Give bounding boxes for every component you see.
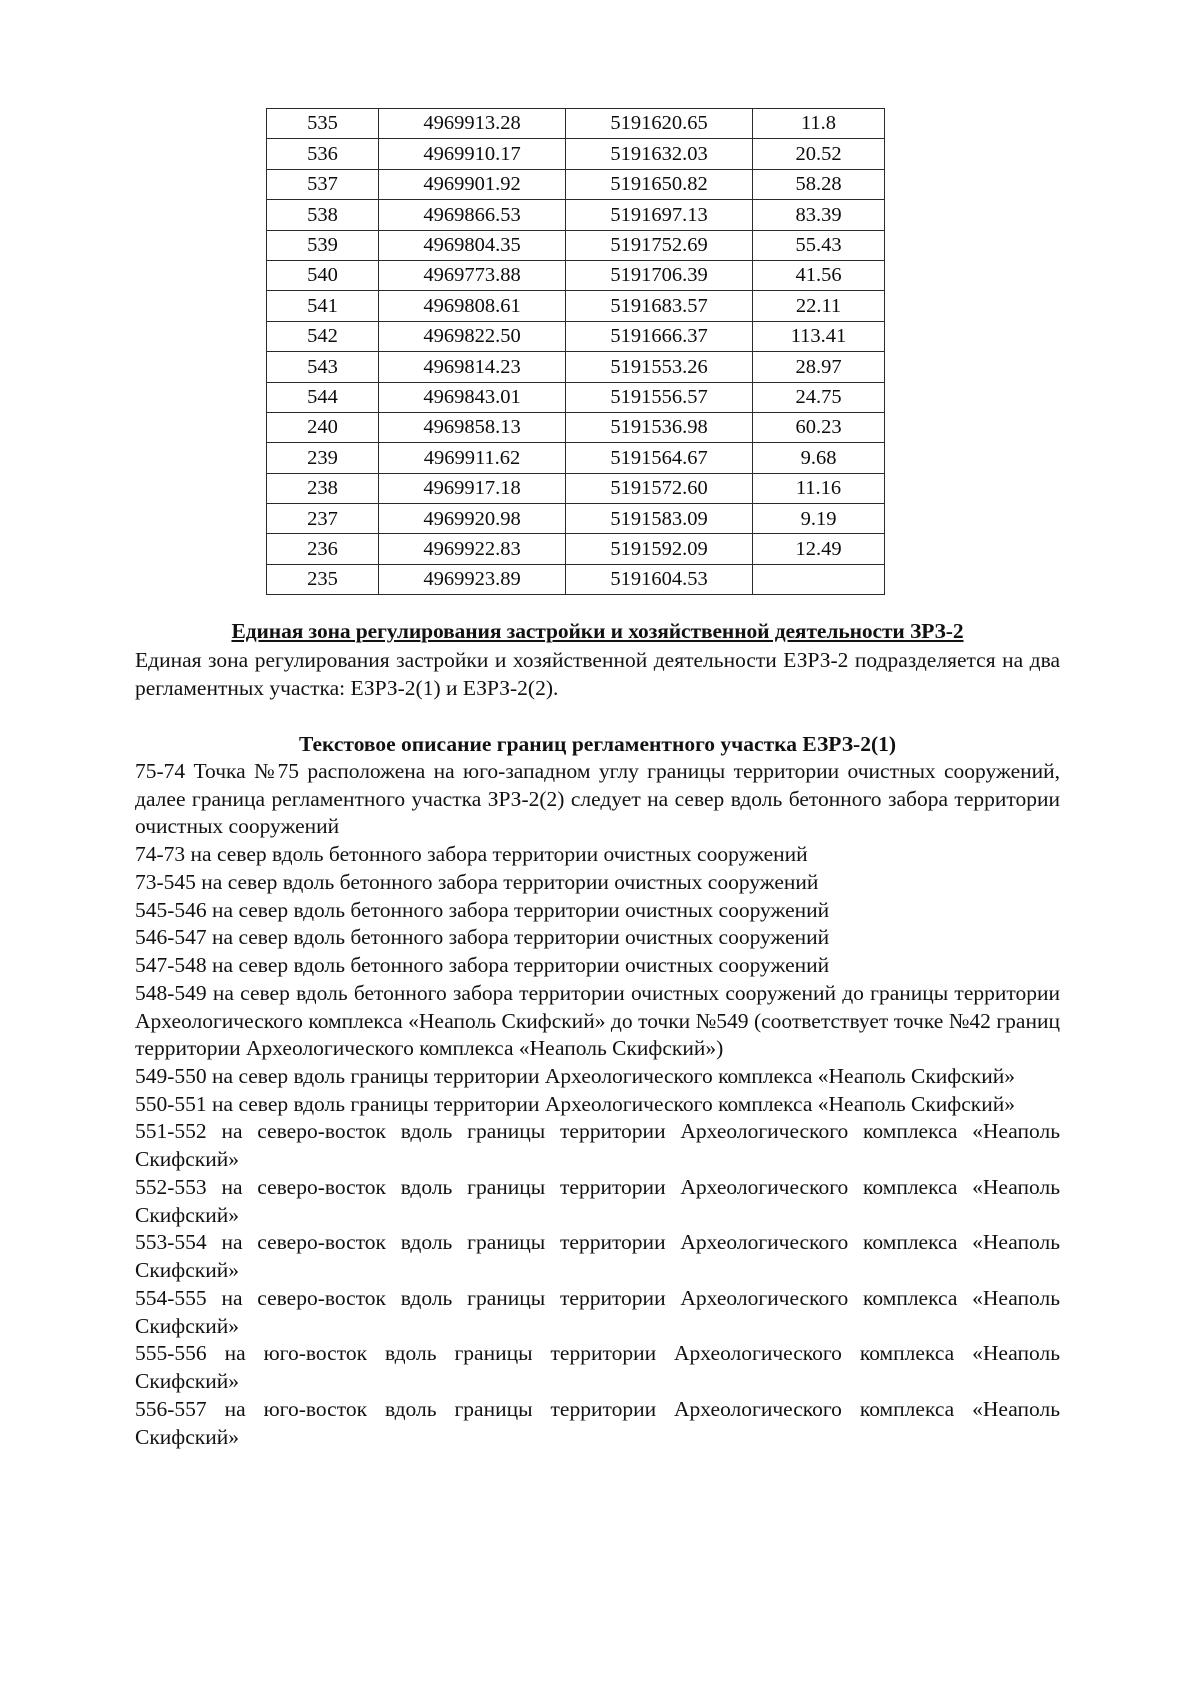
coordinate-table-container [266,108,884,595]
point-number-cell: 543 [267,352,379,382]
boundary-entry: 75-74 Точка №75 расположена на юго-западном углу границы территории очистных сооружений, далее граница регламентного участка ЗРЗ-2(2) следует на север вдоль бетонного забора территории очистных сооружений [135,758,1060,839]
coordinate-x-cell: 4969911.62 [379,443,566,473]
coordinate-x-cell: 4969922.83 [379,534,566,564]
point-number-cell: 238 [267,473,379,503]
coordinate-x-cell: 4969773.88 [379,260,566,290]
length-cell: 83.39 [753,200,885,230]
coordinate-y-cell: 5191564.67 [566,443,753,473]
coordinate-y-cell: 5191620.65 [566,109,753,139]
coordinate-x-cell: 4969843.01 [379,382,566,412]
coordinate-x-cell: 4969913.28 [379,109,566,139]
heading-zone-title: Единая зона регулирования застройки и хозяйственной деятельности ЗРЗ-2 [231,619,964,643]
boundary-entry: 549-550 на север вдоль границы территории Археологического комплекса «Неаполь Скифский» [135,1063,1015,1088]
point-number-cell: 539 [267,230,379,260]
point-number-cell: 240 [267,412,379,442]
point-number-cell: 537 [267,169,379,199]
spacer [135,703,1060,731]
coordinate-y-cell: 5191556.57 [566,382,753,412]
length-cell: 58.28 [753,169,885,199]
length-cell [753,564,885,594]
coordinate-x-cell: 4969814.23 [379,352,566,382]
boundary-entry: 548-549 на север вдоль бетонного забора территории очистных сооружений до границы территории Археологического комплекса «Неаполь Скифский» до точки №549 (соответствует точке №42 границ территории Археологического комплекса «Неаполь Скифский») [135,980,1060,1061]
boundary-entry: 552-553 на северо-восток вдоль границы территории Археологического комплекса «Неаполь Скифский» [135,1174,1060,1227]
table-row [267,564,885,594]
document-body [135,618,1060,1451]
table-row [267,230,885,260]
coordinate-y-cell: 5191683.57 [566,291,753,321]
boundary-entry: 553-554 на северо-восток вдоль границы территории Археологического комплекса «Неаполь Скифский» [135,1230,1060,1283]
coordinate-y-cell: 5191583.09 [566,504,753,534]
point-number-cell: 538 [267,200,379,230]
length-cell: 11.8 [753,109,885,139]
coordinate-x-cell: 4969822.50 [379,321,566,351]
length-cell: 9.68 [753,443,885,473]
table-row [267,321,885,351]
boundary-entry: 551-552 на северо-восток вдоль границы территории Археологического комплекса «Неаполь Скифский» [135,1119,1060,1172]
table-row [267,139,885,169]
table-row [267,260,885,290]
coordinate-y-cell: 5191572.60 [566,473,753,503]
table-row [267,352,885,382]
point-number-cell: 535 [267,109,379,139]
coordinate-x-cell: 4969910.17 [379,139,566,169]
length-cell: 60.23 [753,412,885,442]
coordinate-y-cell: 5191650.82 [566,169,753,199]
coordinate-y-cell: 5191697.13 [566,200,753,230]
table-row [267,291,885,321]
coordinate-y-cell: 5191553.26 [566,352,753,382]
coordinate-x-cell: 4969920.98 [379,504,566,534]
table-row [267,504,885,534]
length-cell: 113.41 [753,321,885,351]
length-cell: 22.11 [753,291,885,321]
table-row [267,200,885,230]
boundary-entry-list [135,758,1060,1451]
table-row [267,443,885,473]
table-row [267,109,885,139]
point-number-cell: 542 [267,321,379,351]
coordinate-x-cell: 4969901.92 [379,169,566,199]
table-row [267,169,885,199]
point-number-cell: 541 [267,291,379,321]
coordinate-y-cell: 5191752.69 [566,230,753,260]
point-number-cell: 540 [267,260,379,290]
boundary-entry: 546-547 на север вдоль бетонного забора территории очистных сооружений [135,925,830,950]
length-cell: 12.49 [753,534,885,564]
point-number-cell: 235 [267,564,379,594]
coordinate-table [266,108,885,595]
coordinate-y-cell: 5191632.03 [566,139,753,169]
coordinate-x-cell: 4969858.13 [379,412,566,442]
length-cell: 20.52 [753,139,885,169]
coordinate-y-cell: 5191592.09 [566,534,753,564]
coordinate-x-cell: 4969866.53 [379,200,566,230]
point-number-cell: 239 [267,443,379,473]
boundary-entry: 555-556 на юго-восток вдоль границы территории Археологического комплекса «Неаполь Скифский» [135,1341,1060,1394]
length-cell: 55.43 [753,230,885,260]
coordinate-table-body [267,109,885,595]
table-row [267,382,885,412]
length-cell: 24.75 [753,382,885,412]
boundary-entry: 554-555 на северо-восток вдоль границы территории Археологического комплекса «Неаполь Скифский» [135,1285,1060,1338]
point-number-cell: 536 [267,139,379,169]
length-cell: 11.16 [753,473,885,503]
length-cell: 9.19 [753,504,885,534]
coordinate-x-cell: 4969923.89 [379,564,566,594]
boundary-entry: 547-548 на север вдоль бетонного забора территории очистных сооружений [135,953,830,978]
coordinate-x-cell: 4969804.35 [379,230,566,260]
heading-description-title: Текстовое описание границ регламентного участка ЕЗРЗ-2(1) [298,731,897,756]
coordinate-y-cell: 5191666.37 [566,321,753,351]
point-number-cell: 544 [267,382,379,412]
boundary-entry: 556-557 на юго-восток вдоль границы территории Археологического комплекса «Неаполь Скифский» [135,1396,1060,1449]
boundary-entry: 550-551 на север вдоль границы территории Археологического комплекса «Неаполь Скифский» [135,1091,1015,1116]
point-number-cell: 237 [267,504,379,534]
coordinate-y-cell: 5191536.98 [566,412,753,442]
coordinate-x-cell: 4969917.18 [379,473,566,503]
boundary-entry: 545-546 на север вдоль бетонного забора территории очистных сооружений [135,897,830,922]
length-cell: 28.97 [753,352,885,382]
table-row [267,534,885,564]
coordinate-y-cell: 5191706.39 [566,260,753,290]
coordinate-x-cell: 4969808.61 [379,291,566,321]
table-row [267,412,885,442]
table-row [267,473,885,503]
length-cell: 41.56 [753,260,885,290]
coordinate-y-cell: 5191604.53 [566,564,753,594]
boundary-entry: 74-73 на север вдоль бетонного забора территории очистных сооружений [135,842,808,867]
boundary-entry: 73-545 на север вдоль бетонного забора территории очистных сооружений [135,869,819,894]
intro-paragraph: Единая зона регулирования застройки и хозяйственной деятельности ЕЗРЗ-2 подразделяется на два регламентных участка: ЕЗРЗ-2(1) и ЕЗРЗ-2(2). [135,648,1060,700]
point-number-cell: 236 [267,534,379,564]
